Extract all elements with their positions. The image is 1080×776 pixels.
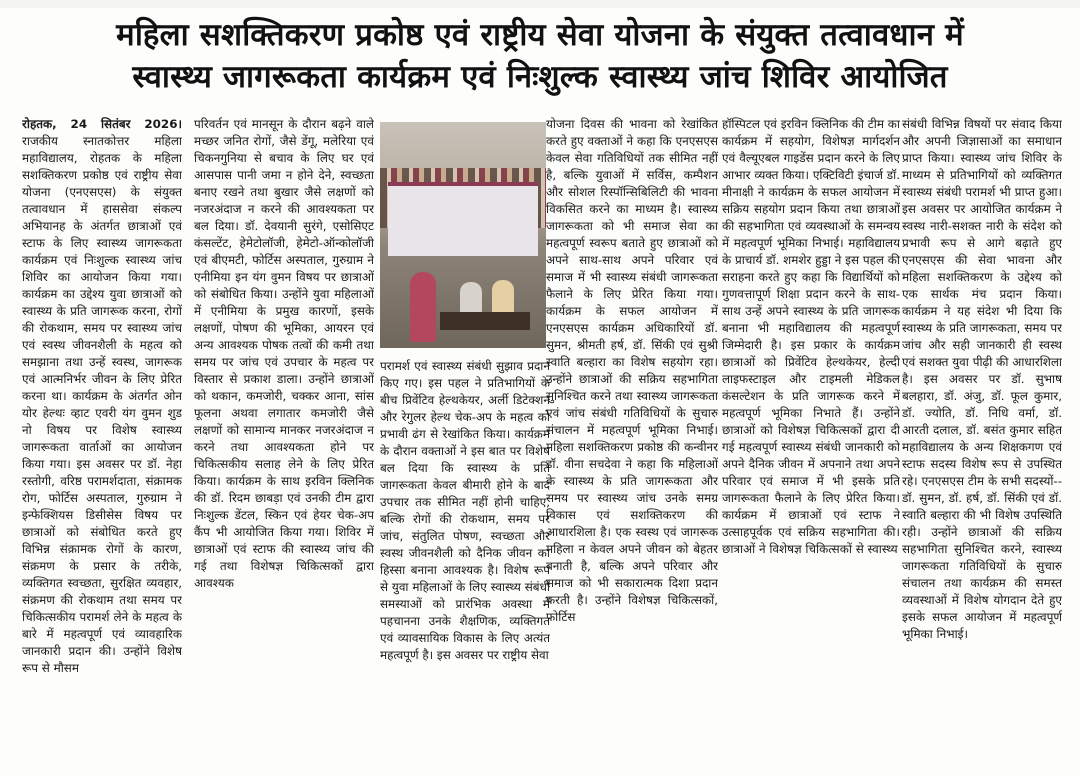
top-strip xyxy=(0,0,1080,8)
column-1-text: राजकीय स्नातकोत्तर महिला महाविद्यालय, रोहतक के महिला सशक्तिकरण प्रकोष्ठ एवं राष्ट्रीय सेवा योजना (एनएसएस) के संयुक्त तत्वावधान में हाससेवा संकल्प अभियानह के अंतर्गत छात्राओं एवं स्टाफ के लिए स्वास्थ्य जागरूकता कार्यक्रम एवं निःशुल्क स्वास्थ्य जांच शिविर का आयोजन किया गया। कार्यक्रम का उद्देश्य युवा छात्राओं को स्वास्थ्य के प्रति जागरूक करना, रोगों की रोकथाम, समय पर स्वास्थ्य जांच एवं स्वस्थ जीवनशैली के महत्व को समझाना तथा उन्हें स्वस्थ, जागरूक एवं आत्मनिर्भर जीवन के लिए प्रेरित करना था। कार्यक्रम के अंतर्गत ओन योर हेल्थः व्हाट एवरी यंग वुमन शुड नो विषय पर विशेष स्वास्थ्य जागरूकता वार्ताओं का आयोजन किया गया। इस अवसर पर डॉ. नेहा रस्तोगी, वरिष्ठ परामर्शदाता, संक्रामक रोग, फोर्टिस अस्पताल, गुरुग्राम ने इन्फेक्शियस डिसीसेस विषय पर छात्राओं को संबोधित करते हुए विभिन्न संक्रामक रोगों के कारण, संक्रमण के प्रसार के तरीके, व्यक्तिगत स्वच्छता, सुरक्षित व्यवहार, संक्रमण की रोकथाम तथा समय पर चिकित्सकीय परामर्श लेने के महत्व के बारे में महत्वपूर्ण एवं व्यावहारिक जानकारी प्रदान की। उन्होंने विशेष रूप से मौसम xyxy=(22,134,182,675)
column-4-text: योजना दिवस की भावना को रेखांकित करते हुए वक्ताओं ने कहा कि एनएसएस केवल सेवा गतिविधियों तक सीमित नहीं है, बल्कि युवाओं में सर्विस, कम्पैशन और सोशल रिस्पॉन्सिबिलिटी की भावना विकसित करने का माध्यम है। स्वास्थ्य जागरूकता को भी समाज सेवा का महत्वपूर्ण स्वरूप बताते हुए छात्राओं को अपने साथ-साथ अपने परिवार एवं समाज में भी स्वास्थ्य संबंधी जागरूकता फैलाने के लिए प्रेरित किया गया। कार्यक्रम के सफल आयोजन में एनएसएस कार्यक्रम अधिकारियों डॉ. सुमन, श्रीमती हर्ष, डॉ. सिंकी एवं सुश्री स्वाति बल्हारा का विशेष सहयोग रहा। उन्होंने छात्राओं की सक्रिय सहभागिता सुनिश्चित करने तथा स्वास्थ्य जागरूकता एवं जांच संबंधी गतिविधियों के सुचारु संचालन में महत्वपूर्ण भूमिका निभाई। महिला सशक्तिकरण प्रकोष्ठ की कन्वीनर डॉ. वीना सचदेवा ने कहा कि महिलाओं के स्वास्थ्य के प्रति जागरूकता और समय पर स्वास्थ्य जांच उनके समग्र विकास एवं सशक्तिकरण की आधारशिला है। एक स्वस्थ एवं जागरूक महिला न केवल अपने जीवन को बेहतर बनाती है, बल्कि अपने परिवार और समाज को भी सकारात्मक दिशा प्रदान करती है। उन्होंने विशेषज्ञ चिकित्सकों, फोर्टिस xyxy=(546,117,718,624)
article-body xyxy=(22,116,1062,756)
photo-banner xyxy=(388,182,538,256)
article-column-1 xyxy=(22,116,182,756)
column-5-text: हॉस्पिटल एवं इरविन क्लिनिक की टीम का कार्यक्रम में सहयोग, विशेषज्ञ मार्गदर्शन एवं वैल्यूएबल गाइडेंस प्रदान करने के लिए आभार व्यक्त किया। एक्टिविटी इंचार्ज डॉ. मीनाक्षी ने कार्यक्रम के सफल आयोजन में सक्रिय सहयोग प्रदान किया तथा छात्राओं की सहभागिता एवं व्यवस्थाओं के समन्वय में महत्वपूर्ण भूमिका निभाई। महाविद्यालय के प्राचार्य डॉ. शमशेर हुड्डा ने इस पहल की सराहना करते हुए कहा कि विद्यार्थियों को गुणवत्तापूर्ण शिक्षा प्रदान करने के साथ-साथ उन्हें अपने स्वास्थ्य के प्रति जागरूक बनाना भी महाविद्यालय की महत्वपूर्ण जिम्मेदारी है। इस प्रकार के कार्यक्रम छात्राओं को प्रिवेंटिव हेल्थकेयर, हेल्दी लाइफस्टाइल और टाइमली मेडिकल कंसल्टेशन के प्रति जागरूक करने में महत्वपूर्ण भूमिका निभाते हैं। उन्होंने छात्राओं को विशेषज्ञ चिकित्सकों द्वारा दी गई महत्वपूर्ण स्वास्थ्य संबंधी जानकारी को अपने दैनिक जीवन में अपनाने तथा अपने परिवार एवं समाज में भी इसके प्रति जागरूकता फैलाने के लिए प्रेरित किया। कार्यक्रम में छात्राओं एवं स्टाफ ने उत्साहपूर्वक एवं सक्रिय सहभागिता की। छात्राओं ने विशेषज्ञ चिकित्सकों से स्वास्थ्य xyxy=(722,117,900,556)
article-column-5 xyxy=(722,116,900,756)
headline xyxy=(0,14,1080,98)
headline-line-2: स्वास्थ्य जागरूकता कार्यक्रम एवं निःशुल्क स्वास्थ्य जांच शिविर आयोजित xyxy=(132,59,948,95)
column-3-text: परामर्श एवं स्वास्थ्य संबंधी सुझाव प्रदान किए गए। इस पहल ने प्रतिभागियों के बीच प्रिवेंटिव हेल्थकेयर, अर्ली डिटेक्शन और रेगुलर हेल्थ चेक-अप के महत्व को प्रभावी ढंग से रेखांकित किया। कार्यक्रम के दौरान वक्ताओं ने इस बात पर विशेष बल दिया कि स्वास्थ्य के प्रति जागरूकता केवल बीमारी होने के बाद उपचार तक सीमित नहीं होनी चाहिए, बल्कि रोगों की रोकथाम, समय पर जांच, संतुलित पोषण, स्वच्छता और स्वस्थ जीवनशैली को दैनिक जीवन का हिस्सा बनाना आवश्यक है। विशेष रूप से युवा महिलाओं के लिए स्वास्थ्य संबंधी समस्याओं को प्रारंभिक अवस्था में पहचानना उनके शैक्षणिक, व्यक्तिगत एवं व्यावसायिक विकास के लिए अत्यंत महत्वपूर्ण है। इस अवसर पर राष्ट्रीय सेवा xyxy=(380,359,550,662)
article-column-2 xyxy=(194,116,374,756)
photo-table xyxy=(440,312,530,330)
photo-person xyxy=(410,272,436,342)
article-column-4 xyxy=(546,116,718,756)
article-column-6 xyxy=(902,116,1062,756)
column-2-text: परिवर्तन एवं मानसून के दौरान बढ़ने वाले मच्छर जनित रोगों, जैसे डेंगू, मलेरिया एवं चिकनगुनिया से बचाव के लिए घर एवं आसपास पानी जमा न होने देने, स्वच्छता बनाए रखने तथा बुखार जैसे लक्षणों को नजरअंदाज न करने की आवश्यकता पर बल दिया। डॉ. देवयानी सुरंगे, एसोसिएट कंसल्टेंट, हेमेटोलॉजी, हेमेटो-ऑन्कोलॉजी एवं बीएमटी, फोर्टिस अस्पताल, गुरुग्राम ने एनीमिया इन यंग वुमन विषय पर छात्राओं को संबोधित किया। उन्होंने युवा महिलाओं में एनीमिया के प्रमुख कारणों, इसके लक्षणों, पोषण की भूमिका, आयरन एवं अन्य आवश्यक पोषक तत्वों की कमी तथा समय पर जांच एवं उपचार के महत्व पर विस्तार से प्रकाश डाला। उन्होंने छात्राओं को थकान, कमजोरी, चक्कर आना, सांस फूलना अथवा लगातार कमजोरी जैसे लक्षणों को सामान्य मानकर नजरअंदाज न करने तथा आवश्यकता होने पर चिकित्सकीय सलाह लेने के लिए प्रेरित किया। कार्यक्रम के साथ इरविन क्लिनिक की डॉ. रिदम छाबड़ा एवं उनकी टीम द्वारा निःशुल्क डेंटल, स्किन एवं हेयर चेक-अप कैंप भी आयोजित किया गया। शिविर में छात्राओं एवं स्टाफ की स्वास्थ्य जांच की गई तथा विशेषज्ञ चिकित्सकों द्वारा आवश्यक xyxy=(194,117,374,590)
headline-line-1: महिला सशक्तिकरण प्रकोष्ठ एवं राष्ट्रीय सेवा योजना के संयुक्त तत्वावधान में xyxy=(116,17,964,53)
article-column-3 xyxy=(380,116,550,756)
column-6-text: संबंधी विभिन्न विषयों पर संवाद किया और अपनी जिज्ञासाओं का समाधान प्राप्त किया। स्वास्थ्य जांच शिविर के माध्यम से प्रतिभागियों को व्यक्तिगत स्वास्थ्य संबंधी परामर्श भी प्राप्त हुआ। इस अवसर पर आयोजित कार्यक्रम ने स्वस्थ नारी-सशक्त नारी के संदेश को प्रभावी रूप से आगे बढ़ाते हुए एनएसएस की सेवा भावना और महिला सशक्तिकरण के उद्देश्य को एक सार्थक मंच प्रदान किया। कार्यक्रम ने यह संदेश भी दिया कि स्वास्थ्य के प्रति जागरूकता, समय पर जांच और सही जानकारी ही स्वस्थ एवं सशक्त युवा पीढ़ी की आधारशिला है। इस अवसर पर डॉ. सुभाष बलहारा, डॉ. अंजु, डॉ. फूल कुमार, डॉ. ज्योति, डॉ. निधि वर्मा, डॉ. आरती दलाल, डॉ. बसंत कुमार सहित महाविद्यालय के अन्य शिक्षकगण एवं स्टाफ सदस्य विशेष रूप से उपस्थित रहे। एनएसएस टीम के सभी सदस्यों-- डॉ. सुमन, डॉ. हर्ष, डॉ. सिंकी एवं डॉ. स्वाति बल्हारा की भी विशेष उपस्थिति रही। उन्होंने छात्राओं की सक्रिय सहभागिता सुनिश्चित करने, स्वास्थ्य जागरूकता गतिविधियों के सुचारु संचालन तथा कार्यक्रम की समस्त व्यवस्थाओं में विशेष योगदान देते हुए इसके सफल आयोजन में महत्वपूर्ण भूमिका निभाई। xyxy=(902,117,1062,641)
dateline: रोहतक, 24 सितंबर 2026। xyxy=(22,117,182,131)
event-photo xyxy=(380,122,546,348)
